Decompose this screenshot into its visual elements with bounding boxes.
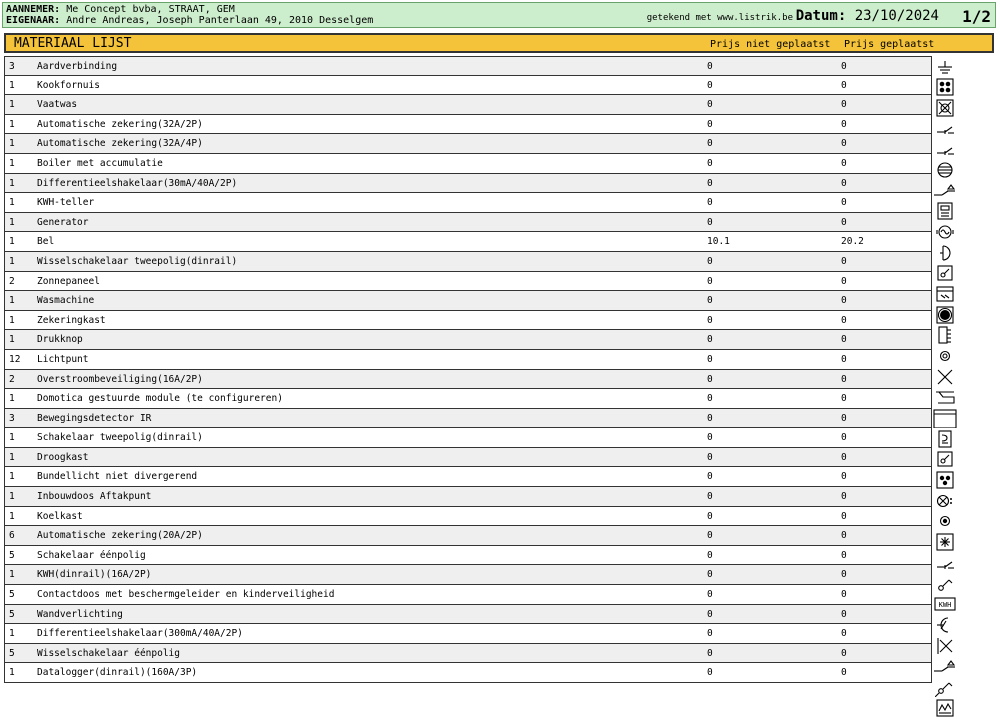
dishwasher-icon xyxy=(930,97,960,118)
washing-machine-icon xyxy=(930,304,960,325)
price-not-placed-cell: 0 xyxy=(707,118,713,130)
price-placed-cell: 0 xyxy=(841,491,847,503)
list-title: MATERIAAL LIJST xyxy=(14,36,132,51)
price-placed-cell: 0 xyxy=(841,99,847,111)
price-not-placed-cell: 0 xyxy=(707,99,713,111)
price-not-placed-cell: 0 xyxy=(707,412,713,424)
quantity-cell: 3 xyxy=(9,412,15,424)
price-not-placed-cell: 10.1 xyxy=(707,236,730,248)
header-bar xyxy=(2,2,996,28)
item-name-cell: Wisselschakelaar éénpolig xyxy=(37,647,180,659)
table-row xyxy=(5,546,931,566)
dryer-icon xyxy=(930,470,960,491)
price-not-placed-cell: 0 xyxy=(707,79,713,91)
item-name-cell: Lichtpunt xyxy=(37,353,89,365)
column-header-price-not-placed: Prijs niet geplaatst xyxy=(710,39,831,50)
item-name-cell: Wisselschakelaar tweepolig(dinrail) xyxy=(37,255,238,267)
table-row xyxy=(5,56,931,76)
owner-value: Andre Andreas, Joseph Panterlaan 49, 2010 Desselgem xyxy=(66,15,374,26)
kwh-label: KWH xyxy=(938,601,952,610)
price-not-placed-cell: 0 xyxy=(707,451,713,463)
item-name-cell: Bewegingsdetector IR xyxy=(37,412,152,424)
junction-box-icon xyxy=(930,511,960,532)
quantity-cell: 1 xyxy=(9,99,15,111)
dinrail-switch-icon xyxy=(930,263,960,284)
table-row xyxy=(5,174,931,194)
price-placed-cell: 0 xyxy=(841,157,847,169)
table-row xyxy=(5,389,931,409)
quantity-cell: 5 xyxy=(9,647,15,659)
price-placed-cell: 0 xyxy=(841,393,847,405)
item-name-cell: Overstroombeveiliging(16A/2P) xyxy=(37,373,203,385)
price-placed-cell: 0 xyxy=(841,569,847,581)
quantity-cell: 1 xyxy=(9,628,15,640)
quantity-cell: 1 xyxy=(9,197,15,209)
symbol-column xyxy=(930,56,960,718)
overcurrent-protection-icon xyxy=(930,387,960,408)
price-placed-cell: 0 xyxy=(841,295,847,307)
quantity-cell: 1 xyxy=(9,255,15,267)
quantity-cell: 1 xyxy=(9,432,15,444)
price-placed-cell: 0 xyxy=(841,589,847,601)
quantity-cell: 1 xyxy=(9,334,15,346)
bell-icon xyxy=(930,242,960,263)
price-placed-cell: 0 xyxy=(841,373,847,385)
price-not-placed-cell: 0 xyxy=(707,314,713,326)
price-placed-cell: 0 xyxy=(841,412,847,424)
price-placed-cell: 0 xyxy=(841,667,847,679)
price-not-placed-cell: 0 xyxy=(707,628,713,640)
table-row xyxy=(5,370,931,390)
price-placed-cell: 0 xyxy=(841,197,847,209)
owner-line: EIGENAAR: Andre Andreas, Joseph Panterlaan 49, 2010 Desselgem xyxy=(6,15,374,26)
motion-detector-icon xyxy=(930,428,960,449)
table-row xyxy=(5,565,931,585)
price-not-placed-cell: 0 xyxy=(707,177,713,189)
wall-light-icon xyxy=(930,635,960,656)
table-row xyxy=(5,526,931,546)
two-way-switch-icon xyxy=(930,677,960,698)
price-placed-cell: 0 xyxy=(841,275,847,287)
quantity-cell: 1 xyxy=(9,295,15,307)
material-table xyxy=(4,56,932,683)
price-placed-cell: 0 xyxy=(841,647,847,659)
item-name-cell: Schakelaar tweepolig(dinrail) xyxy=(37,432,203,444)
domotics-module-icon xyxy=(930,408,960,429)
quantity-cell: 1 xyxy=(9,157,15,169)
price-placed-cell: 0 xyxy=(841,510,847,522)
table-row xyxy=(5,76,931,96)
table-row xyxy=(5,409,931,429)
item-name-cell: Boiler met accumulatie xyxy=(37,157,163,169)
light-point-icon xyxy=(930,366,960,387)
price-not-placed-cell: 0 xyxy=(707,667,713,679)
drawn-with-link[interactable]: getekend met www.listrik.be xyxy=(646,13,793,23)
item-name-cell: Bel xyxy=(37,236,55,248)
table-row xyxy=(5,115,931,135)
price-not-placed-cell: 0 xyxy=(707,589,713,601)
table-row xyxy=(5,585,931,605)
table-row xyxy=(5,330,931,350)
item-name-cell: Zonnepaneel xyxy=(37,275,100,287)
price-placed-cell: 0 xyxy=(841,628,847,640)
price-not-placed-cell: 0 xyxy=(707,353,713,365)
item-name-cell: Wandverlichting xyxy=(37,608,123,620)
price-placed-cell: 0 xyxy=(841,138,847,150)
table-row xyxy=(5,467,931,487)
price-not-placed-cell: 0 xyxy=(707,510,713,522)
price-placed-cell: 0 xyxy=(841,353,847,365)
earth-icon xyxy=(930,56,960,77)
differential-switch-icon xyxy=(930,656,960,677)
price-placed-cell: 0 xyxy=(841,432,847,444)
solar-panel-icon xyxy=(930,284,960,305)
price-not-placed-cell: 0 xyxy=(707,471,713,483)
item-name-cell: KWH-teller xyxy=(37,197,95,209)
boiler-icon xyxy=(930,159,960,180)
table-row xyxy=(5,95,931,115)
table-row xyxy=(5,193,931,213)
price-not-placed-cell: 0 xyxy=(707,549,713,561)
price-placed-cell: 0 xyxy=(841,177,847,189)
differential-switch-icon xyxy=(930,180,960,201)
quantity-cell: 12 xyxy=(9,353,21,365)
price-not-placed-cell: 0 xyxy=(707,608,713,620)
push-button-icon xyxy=(930,346,960,367)
quantity-cell: 2 xyxy=(9,373,15,385)
quantity-cell: 1 xyxy=(9,118,15,130)
quantity-cell: 2 xyxy=(9,275,15,287)
item-name-cell: Datalogger(dinrail)(160A/3P) xyxy=(37,667,198,679)
dinrail-switch-icon xyxy=(930,449,960,470)
table-row xyxy=(5,232,931,252)
list-title-bar xyxy=(4,33,994,53)
item-name-cell: Automatische zekering(32A/2P) xyxy=(37,118,203,130)
quantity-cell: 1 xyxy=(9,314,15,326)
table-row xyxy=(5,252,931,272)
price-placed-cell: 0 xyxy=(841,608,847,620)
item-name-cell: Koelkast xyxy=(37,510,83,522)
table-row xyxy=(5,663,931,683)
price-placed-cell: 0 xyxy=(841,79,847,91)
generator-icon xyxy=(930,222,960,243)
price-placed-cell: 0 xyxy=(841,314,847,326)
price-not-placed-cell: 0 xyxy=(707,216,713,228)
item-name-cell: Drukknop xyxy=(37,334,83,346)
table-row xyxy=(5,428,931,448)
price-not-placed-cell: 0 xyxy=(707,138,713,150)
circuit-breaker-icon xyxy=(930,139,960,160)
price-placed-cell: 20.2 xyxy=(841,236,864,248)
price-not-placed-cell: 0 xyxy=(707,295,713,307)
datalogger-icon xyxy=(930,697,960,718)
quantity-cell: 1 xyxy=(9,79,15,91)
item-name-cell: Inbouwdoos Aftakpunt xyxy=(37,491,152,503)
contractor-value: Me Concept bvba, STRAAT, GEM xyxy=(66,4,235,15)
quantity-cell: 1 xyxy=(9,667,15,679)
item-name-cell: Differentieelshakelaar(30mA/40A/2P) xyxy=(37,177,238,189)
contractor-line: AANNEMER: Me Concept bvba, STRAAT, GEM xyxy=(6,4,235,15)
circuit-breaker-icon xyxy=(930,553,960,574)
spotlight-icon xyxy=(930,490,960,511)
quantity-cell: 1 xyxy=(9,491,15,503)
price-placed-cell: 0 xyxy=(841,255,847,267)
item-name-cell: Zekeringkast xyxy=(37,314,106,326)
price-not-placed-cell: 0 xyxy=(707,61,713,72)
table-row xyxy=(5,134,931,154)
item-name-cell: Generator xyxy=(37,216,89,228)
table-row xyxy=(5,291,931,311)
item-name-cell: Domotica gestuurde module (te configureren) xyxy=(37,393,283,405)
single-pole-switch-icon xyxy=(930,573,960,594)
fridge-icon xyxy=(930,532,960,553)
item-name-cell: Contactdoos met beschermgeleider en kinderveiligheid xyxy=(37,589,335,601)
date-value: 23/10/2024 xyxy=(854,8,939,24)
stove-icon xyxy=(930,77,960,98)
price-not-placed-cell: 0 xyxy=(707,157,713,169)
table-row xyxy=(5,350,931,370)
item-name-cell: Vaatwas xyxy=(37,99,78,111)
item-name-cell: Schakelaar éénpolig xyxy=(37,549,146,561)
price-not-placed-cell: 0 xyxy=(707,373,713,385)
quantity-cell: 3 xyxy=(9,61,15,72)
quantity-cell: 1 xyxy=(9,471,15,483)
date-display: Datum: 23/10/2024 xyxy=(795,8,939,24)
quantity-cell: 1 xyxy=(9,451,15,463)
price-placed-cell: 0 xyxy=(841,549,847,561)
table-row xyxy=(5,272,931,292)
table-row xyxy=(5,644,931,664)
kwh-meter-icon xyxy=(930,201,960,222)
price-placed-cell: 0 xyxy=(841,61,847,72)
item-name-cell: Kookfornuis xyxy=(37,79,100,91)
price-not-placed-cell: 0 xyxy=(707,393,713,405)
item-name-cell: Bundellicht niet divergerend xyxy=(37,471,198,483)
table-row xyxy=(5,448,931,468)
table-row xyxy=(5,507,931,527)
item-name-cell: Aardverbinding xyxy=(37,61,118,72)
price-placed-cell: 0 xyxy=(841,471,847,483)
page-number: 1/2 xyxy=(962,7,991,26)
item-name-cell: Wasmachine xyxy=(37,295,95,307)
price-not-placed-cell: 0 xyxy=(707,432,713,444)
quantity-cell: 5 xyxy=(9,549,15,561)
quantity-cell: 1 xyxy=(9,216,15,228)
quantity-cell: 5 xyxy=(9,608,15,620)
price-not-placed-cell: 0 xyxy=(707,275,713,287)
quantity-cell: 1 xyxy=(9,236,15,248)
item-name-cell: Automatische zekering(20A/2P) xyxy=(37,530,203,542)
circuit-breaker-icon xyxy=(930,118,960,139)
quantity-cell: 1 xyxy=(9,138,15,150)
item-name-cell: Automatische zekering(32A/4P) xyxy=(37,138,203,150)
table-row xyxy=(5,605,931,625)
table-row xyxy=(5,487,931,507)
price-placed-cell: 0 xyxy=(841,216,847,228)
kwh-dinrail-icon xyxy=(930,594,960,615)
quantity-cell: 6 xyxy=(9,530,15,542)
quantity-cell: 1 xyxy=(9,510,15,522)
item-name-cell: Differentieelshakelaar(300mA/40A/2P) xyxy=(37,628,243,640)
price-not-placed-cell: 0 xyxy=(707,491,713,503)
price-not-placed-cell: 0 xyxy=(707,255,713,267)
price-placed-cell: 0 xyxy=(841,334,847,346)
price-not-placed-cell: 0 xyxy=(707,530,713,542)
fuse-box-icon xyxy=(930,325,960,346)
price-placed-cell: 0 xyxy=(841,451,847,463)
price-not-placed-cell: 0 xyxy=(707,197,713,209)
quantity-cell: 1 xyxy=(9,569,15,581)
quantity-cell: 1 xyxy=(9,393,15,405)
quantity-cell: 1 xyxy=(9,177,15,189)
table-row xyxy=(5,311,931,331)
price-not-placed-cell: 0 xyxy=(707,569,713,581)
price-placed-cell: 0 xyxy=(841,118,847,130)
table-row xyxy=(5,624,931,644)
table-row xyxy=(5,213,931,233)
price-placed-cell: 0 xyxy=(841,530,847,542)
socket-icon xyxy=(930,615,960,636)
item-name-cell: KWH(dinrail)(16A/2P) xyxy=(37,569,152,581)
price-not-placed-cell: 0 xyxy=(707,647,713,659)
item-name-cell: Droogkast xyxy=(37,451,89,463)
column-header-price-placed: Prijs geplaatst xyxy=(844,39,935,50)
table-row xyxy=(5,154,931,174)
price-not-placed-cell: 0 xyxy=(707,334,713,346)
quantity-cell: 5 xyxy=(9,589,15,601)
